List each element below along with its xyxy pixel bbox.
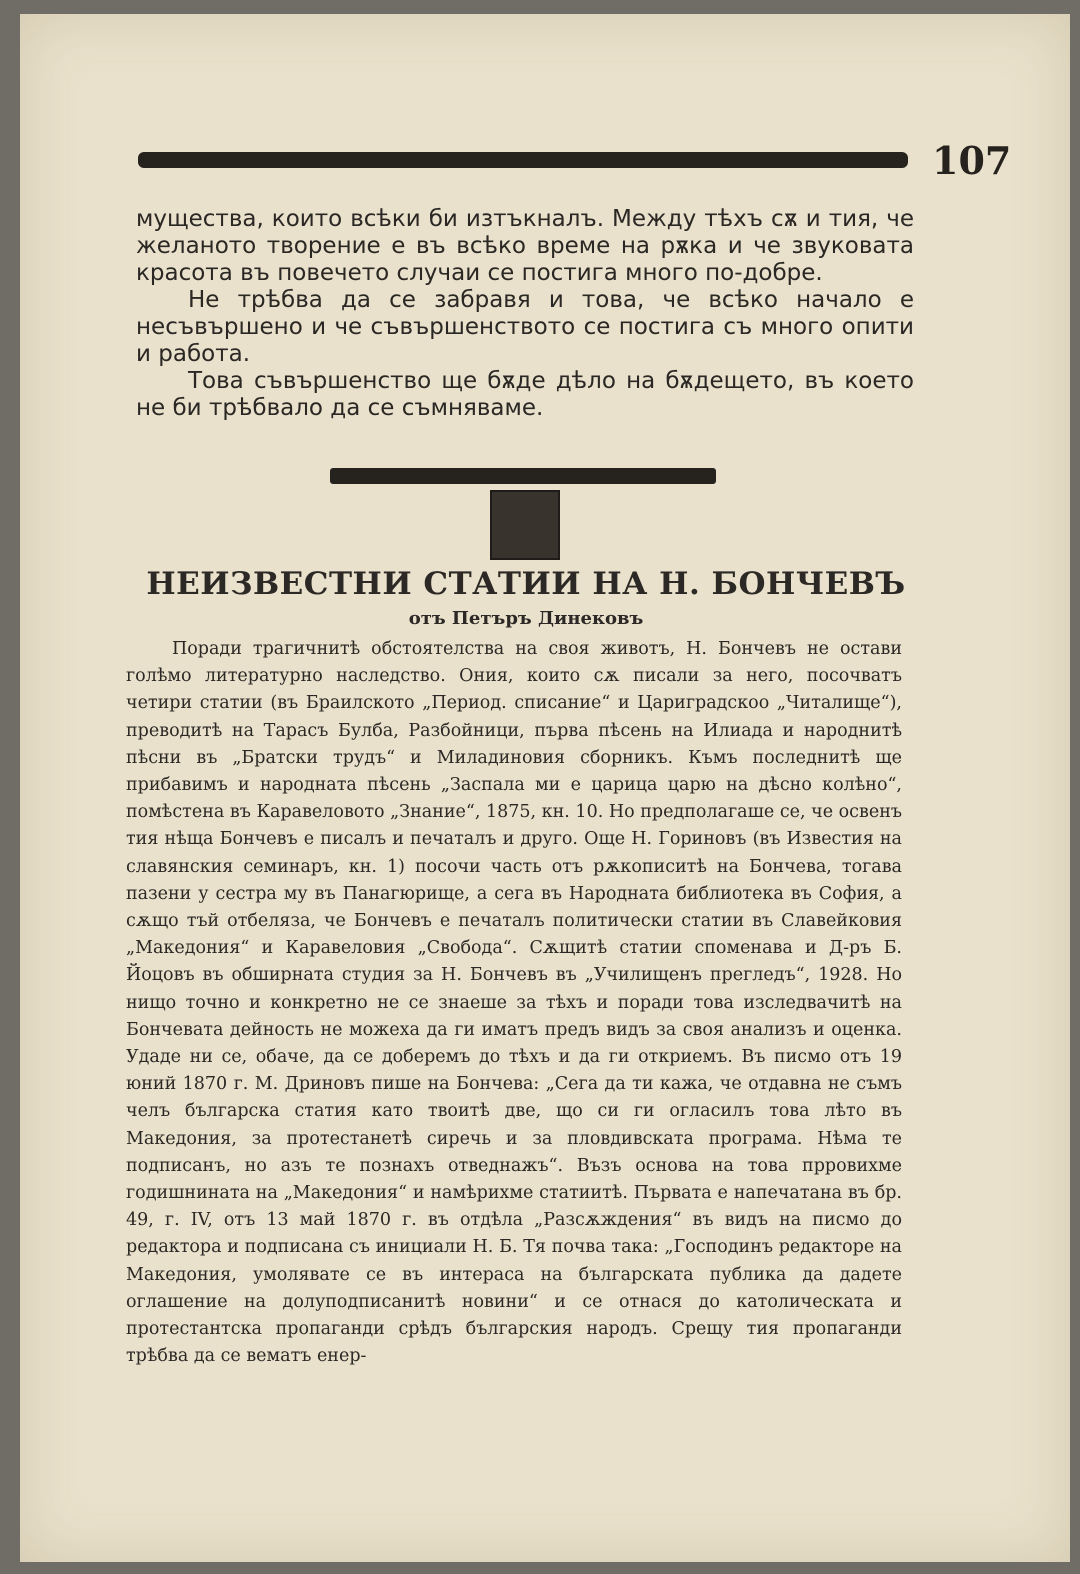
paragraph: Не трѣбва да се забравя и това, че всѣко начало е несъвършено и че съвършенството се постига съ много опити и работа. xyxy=(136,287,914,367)
book-page xyxy=(20,14,1070,1562)
paragraph: Това съвършенство ще бѫде дѣло на бѫдещето, въ което не би трѣбвало да се съмняваме. xyxy=(136,368,914,421)
previous-article-ending xyxy=(136,206,914,422)
section-divider xyxy=(330,468,716,484)
page-number: 107 xyxy=(932,138,1012,183)
paragraph: мущества, които всѣки би изтъкналъ. Между тѣхъ сѫ и тия, че желаното творение е въ всѣко време на рѫка и че звуковата красота въ повечето случаи се постига много по-добре. xyxy=(136,206,914,286)
ornament-vignette xyxy=(490,490,560,560)
article-byline: отъ Петъръ Динековъ xyxy=(408,608,644,629)
top-rule xyxy=(138,152,908,168)
article-title: НЕИЗВЕСТНИ СТАТИИ НА Н. БОНЧЕВЪ xyxy=(146,566,906,602)
article-body: Поради трагичнитѣ обстоятелства на своя животъ, Н. Бончевъ не остави голѣмо литературно наследство. Ония, които сѫ писали за него, посочватъ четири статии (въ Браилското „Период. списание“ и Цариградскоо „Читалище“), преводитѣ на Тарасъ Булба, Разбойници, първа пѣсень на Илиада и народнитѣ пѣсни въ „Братски трудъ“ и Миладиновия сборникъ. Къмъ последнитѣ ще прибавимъ и народната пѣсень „Заспала ми е царица царю на дѣсно колѣно“, помѣстена въ Каравеловото „Знание“, 1875, кн. 10. Но предполагаше се, че освенъ тия нѣща Бончевъ е писалъ и печаталъ и друго. Още Н. Гориновъ (въ Известия на славянския семинаръ, кн. 1) посочи часть отъ рѫкописитѣ на Бончева, тогава пазени у сестра му въ Панагюрище, а сега въ Народната библиотека въ София, а сѫщо тъй отбеляза, че Бончевъ е печаталъ политически статии въ Славейковия „Македония“ и Каравеловия „Свобода“. Сѫщитѣ статии споменава и Д-ръ Б. Йоцовъ въ обширната студия за Н. Бончевъ въ „Училищенъ прегледъ“, 1928. Но нищо точно и конкретно не се знаеше за тѣхъ и поради това изследвачитѣ на Бончевата дейность не можеха да ги иматъ предъ видъ за своя анализъ и оценка. Удаде ни се, обаче, да се доберемъ до тѣхъ и да ги откриемъ. Въ писмо отъ 19 юний 1870 г. М. Дриновъ пише на Бончева: „Сега да ти кажа, че отдавна не съмъ челъ българска статия като твоитѣ две, що си ги огласилъ това лѣто въ Македония, за протестанетѣ сиречь и за пловдивската програма. Нѣма те подписанъ, но азъ те познахъ отведнажъ“. Възъ основа на това прровихме годишнината на „Македония“ и намѣрихме статиитѣ. Първата е напечатана въ бр. 49, г. IV, отъ 13 май 1870 г. въ отдѣла „Разсѫждения“ въ видъ на писмо до редактора и подписана съ инициали Н. Б. Тя почва така: „Господинъ редакторе на Македония, умолявате се въ интераса на българската публика да дадете оглашение на долуподписанитѣ новини“ и се отнася до католическата и протестантска пропаганди срѣдъ българския народъ. Срещу тия пропаганди трѣбва да се вематъ енер- xyxy=(126,639,902,1367)
